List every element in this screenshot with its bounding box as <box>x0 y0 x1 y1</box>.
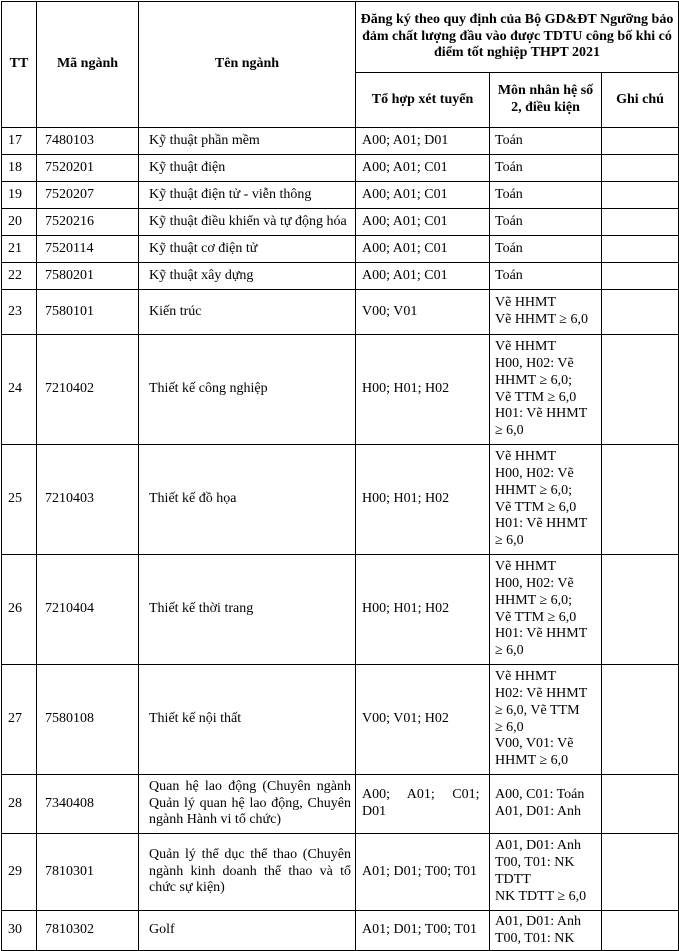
row-number: 21 <box>2 236 37 263</box>
subject-combination: A01; D01; T00; T01 <box>356 834 490 911</box>
major-name-line: Quản lý quan hệ lao động, Chuyên <box>149 795 351 811</box>
row-number: 20 <box>2 209 37 236</box>
weighted-subject-condition <box>490 182 602 209</box>
table-row <box>2 911 679 951</box>
note-cell <box>602 263 679 290</box>
weighted-subject-condition <box>490 236 602 263</box>
major-name <box>139 209 356 236</box>
table-body <box>2 128 679 951</box>
major-code: 7210402 <box>37 335 139 445</box>
condition-line: T00, T01: NK <box>495 855 575 871</box>
condition-line: H01: Vẽ HHMT <box>495 406 588 422</box>
subject-combination: V00; V01 <box>356 290 490 335</box>
major-name-line: Thiết kế thời trang <box>149 601 254 617</box>
condition-line: Toán <box>495 213 523 229</box>
subject-combination: A00; A01; C01 <box>356 209 490 236</box>
row-number: 25 <box>2 445 37 555</box>
condition-line: Toán <box>495 240 523 256</box>
major-name-line: Kiến trúc <box>149 303 202 319</box>
subject-combination: A00; A01; D01 <box>356 128 490 155</box>
major-name-line: Thiết kế đồ họa <box>149 491 237 507</box>
major-name-line: Kỹ thuật xây dựng <box>149 267 254 283</box>
weighted-subject-condition <box>490 290 602 335</box>
table-row <box>2 775 679 834</box>
header-combo: Tổ hợp xét tuyển <box>356 73 490 128</box>
table-row <box>2 155 679 182</box>
major-name-line: Kỹ thuật điện tử - viễn thông <box>149 186 312 202</box>
major-name <box>139 290 356 335</box>
major-name-line: Kỹ thuật điện <box>149 159 226 175</box>
row-number: 22 <box>2 263 37 290</box>
note-cell <box>602 128 679 155</box>
major-name-line: Quản lý thể dục thể thao (Chuyên <box>149 846 351 862</box>
condition-line: V00, V01: Vẽ <box>495 736 574 752</box>
major-name <box>139 155 356 182</box>
condition-line: Vẽ HHMT <box>495 295 557 311</box>
major-name <box>139 555 356 665</box>
major-code: 7210404 <box>37 555 139 665</box>
major-name <box>139 775 356 834</box>
table-row <box>2 209 679 236</box>
condition-line: HHMT ≥ 6,0; <box>495 482 573 498</box>
note-cell <box>602 775 679 834</box>
table-row <box>2 263 679 290</box>
weighted-subject-condition <box>490 155 602 182</box>
condition-line: Toán <box>495 132 523 148</box>
major-name <box>139 445 356 555</box>
header-group: Đăng ký theo quy định của Bộ GD&ĐT Ngưỡng bảo đảm chất lượng đầu vào được TDTU công bố khi có điểm tốt nghiệp THPT 2021 <box>356 2 679 73</box>
major-name-line: Thiết kế nội thất <box>149 711 242 727</box>
weighted-subject-condition <box>490 335 602 445</box>
table-row <box>2 236 679 263</box>
major-name <box>139 263 356 290</box>
note-cell <box>602 155 679 182</box>
subject-combination: H00; H01; H02 <box>356 555 490 665</box>
major-code: 7810301 <box>37 834 139 911</box>
table-row <box>2 445 679 555</box>
weighted-subject-condition <box>490 911 602 951</box>
table-row <box>2 182 679 209</box>
row-number: 17 <box>2 128 37 155</box>
note-cell <box>602 236 679 263</box>
header-note: Ghi chú <box>602 73 679 128</box>
major-name-line: Kỹ thuật phần mềm <box>149 132 260 148</box>
header-tt: TT <box>2 2 37 128</box>
condition-line: Vẽ HHMT <box>495 449 557 465</box>
condition-line: A00, C01: Toán <box>495 787 585 803</box>
major-name <box>139 128 356 155</box>
major-code: 7340408 <box>37 775 139 834</box>
note-cell <box>602 911 679 951</box>
note-cell <box>602 834 679 911</box>
condition-line: ≥ 6,0 <box>495 423 524 439</box>
major-name <box>139 236 356 263</box>
condition-line: HHMT ≥ 6,0; <box>495 372 573 388</box>
row-number: 23 <box>2 290 37 335</box>
condition-line: Vẽ HHMT ≥ 6,0 <box>495 312 588 327</box>
major-name-line: chức sự kiện) <box>149 880 225 896</box>
major-name-line: ngành kinh doanh thể thao và tổ <box>149 863 351 879</box>
major-name-line: Quan hệ lao động (Chuyên ngành <box>149 778 351 794</box>
condition-line: Vẽ TTM ≥ 6,0 <box>495 499 577 515</box>
weighted-subject-condition <box>490 665 602 775</box>
major-code: 7520201 <box>37 155 139 182</box>
note-cell <box>602 445 679 555</box>
row-number: 30 <box>2 911 37 951</box>
condition-line: HHMT ≥ 6,0; <box>495 592 573 608</box>
condition-line: HHMT ≥ 6,0 <box>495 753 569 769</box>
table-row <box>2 834 679 911</box>
note-cell <box>602 209 679 236</box>
subject-combination: A00; A01; C01; D01 <box>356 775 490 834</box>
condition-line: ≥ 6,0 <box>495 643 524 659</box>
condition-line: A01, D01: Anh <box>495 804 581 819</box>
weighted-subject-condition <box>490 445 602 555</box>
major-code: 7520207 <box>37 182 139 209</box>
condition-line: H01: Vẽ HHMT <box>495 626 588 642</box>
major-name <box>139 182 356 209</box>
major-name <box>139 911 356 951</box>
weighted-subject-condition <box>490 209 602 236</box>
major-code: 7580101 <box>37 290 139 335</box>
table-row <box>2 128 679 155</box>
subject-combination: A01; D01; T00; T01 <box>356 911 490 951</box>
header-name: Tên ngành <box>139 2 356 128</box>
major-code: 7520114 <box>37 236 139 263</box>
subject-combination: A00; A01; C01 <box>356 182 490 209</box>
major-code: 7810302 <box>37 911 139 951</box>
major-code: 7480103 <box>37 128 139 155</box>
condition-line: H02: Vẽ HHMT <box>495 685 588 701</box>
condition-line: ≥ 6,0 <box>495 533 524 549</box>
condition-line: Vẽ HHMT <box>495 559 557 575</box>
subject-combination: A00; A01; C01 <box>356 155 490 182</box>
condition-line: NK TDTT ≥ 6,0 <box>495 888 587 904</box>
condition-line: Vẽ HHMT <box>495 339 557 355</box>
condition-line: Toán <box>495 186 523 202</box>
row-number: 24 <box>2 335 37 445</box>
major-code: 7580201 <box>37 263 139 290</box>
table-row <box>2 665 679 775</box>
major-code: 7210403 <box>37 445 139 555</box>
header-condition: Môn nhân hệ số 2, điều kiện <box>490 73 602 128</box>
row-number: 28 <box>2 775 37 834</box>
weighted-subject-condition <box>490 775 602 834</box>
condition-line: H01: Vẽ HHMT <box>495 516 588 532</box>
major-name-line: Thiết kế công nghiệp <box>149 381 268 397</box>
note-cell <box>602 182 679 209</box>
note-cell <box>602 555 679 665</box>
weighted-subject-condition <box>490 128 602 155</box>
condition-line: Toán <box>495 267 523 283</box>
major-name <box>139 335 356 445</box>
subject-combination: H00; H01; H02 <box>356 445 490 555</box>
condition-line: Vẽ TTM ≥ 6,0 <box>495 609 577 625</box>
table-row <box>2 290 679 335</box>
condition-line: Vẽ HHMT <box>495 669 557 685</box>
condition-line: A01, D01: Anh <box>495 913 581 929</box>
major-code: 7580108 <box>37 665 139 775</box>
major-name-line: Kỹ thuật cơ điện tử <box>149 240 258 256</box>
subject-combination: A00; A01; C01 <box>356 263 490 290</box>
major-name-line: Golf <box>149 922 175 938</box>
row-number: 27 <box>2 665 37 775</box>
major-name <box>139 834 356 911</box>
note-cell <box>602 335 679 445</box>
condition-line: H00, H02: Vẽ <box>495 575 574 591</box>
condition-line: H00, H02: Vẽ <box>495 465 574 481</box>
condition-line: T00, T01: NK <box>495 930 575 946</box>
row-number: 26 <box>2 555 37 665</box>
row-number: 19 <box>2 182 37 209</box>
subject-combination: V00; V01; H02 <box>356 665 490 775</box>
condition-line: ≥ 6,0, Vẽ TTM <box>495 702 580 718</box>
condition-line: A01, D01: Anh <box>495 838 581 854</box>
subject-combination: H00; H01; H02 <box>356 335 490 445</box>
subject-combination: A00; A01; C01 <box>356 236 490 263</box>
table-row <box>2 555 679 665</box>
major-name-line: ngành Hành vi tổ chức) <box>149 812 281 828</box>
weighted-subject-condition <box>490 555 602 665</box>
admission-table <box>1 1 679 951</box>
table-row <box>2 335 679 445</box>
condition-line: ≥ 6,0 <box>495 719 524 735</box>
row-number: 29 <box>2 834 37 911</box>
row-number: 18 <box>2 155 37 182</box>
condition-line: H00, H02: Vẽ <box>495 355 574 371</box>
weighted-subject-condition <box>490 834 602 911</box>
condition-line: TDTT <box>495 872 531 887</box>
header-code: Mã ngành <box>37 2 139 128</box>
major-name-line: Kỹ thuật điều khiển và tự động hóa <box>149 213 347 229</box>
major-name <box>139 665 356 775</box>
condition-line: Toán <box>495 159 523 175</box>
note-cell <box>602 665 679 775</box>
major-code: 7520216 <box>37 209 139 236</box>
weighted-subject-condition <box>490 263 602 290</box>
note-cell <box>602 290 679 335</box>
condition-line: Vẽ TTM ≥ 6,0 <box>495 389 577 405</box>
